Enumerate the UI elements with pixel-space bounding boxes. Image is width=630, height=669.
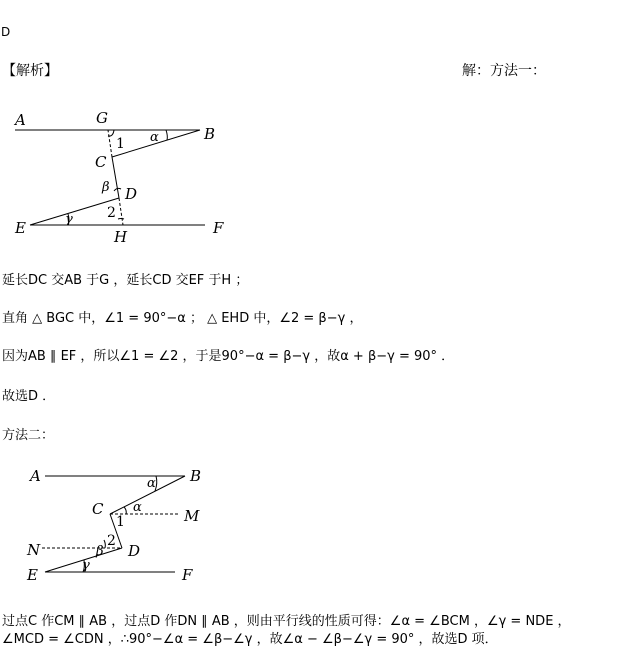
label-B: B — [204, 125, 216, 143]
label-E: E — [27, 566, 38, 584]
label-F: F — [182, 566, 193, 584]
geometry-figure-2 — [0, 460, 230, 585]
method-two-heading: 方法二： — [2, 428, 55, 443]
label-alpha: α — [150, 130, 159, 145]
label-H: H — [114, 228, 128, 246]
label-gamma: γ — [82, 558, 90, 573]
label-F: F — [213, 219, 224, 237]
label-beta: β — [96, 544, 104, 559]
label-D: D — [128, 542, 141, 560]
method-one-line-1: 延长DC 交AB 于G ，延长CD 交EF 于H ； — [2, 273, 249, 288]
conclusion-line-2: ∠MCD = ∠CDN ，∴90°−∠α = ∠β−∠γ ，故∠α − ∠β−∠γ = 90° ，故选D 项． — [2, 632, 498, 647]
label-M: M — [184, 507, 200, 525]
geometry-figure-1 — [0, 105, 250, 245]
label-E: E — [15, 219, 26, 237]
label-B: B — [190, 467, 202, 485]
label-alpha-top: α — [147, 476, 156, 491]
label-C: C — [95, 153, 107, 171]
label-D: D — [125, 185, 138, 203]
label-C: C — [92, 500, 104, 518]
label-2: 2 — [107, 533, 116, 549]
label-1: 1 — [116, 514, 125, 530]
label-A: A — [15, 111, 26, 129]
conclusion-line-1: 过点C 作CM ∥ AB ，过点D 作DN ∥ AB ，则由平行线的性质可得：∠α = ∠BCM ，∠γ = NDE ， — [2, 614, 571, 629]
label-2: 2 — [107, 205, 116, 221]
method-one-line-3: 因为AB ∥ EF ，所以∠1 = ∠2 ，于是90°−α = β−γ ，故α + β−γ = 90° ． — [2, 349, 455, 364]
label-N: N — [27, 541, 41, 559]
method-one-line-4: 故选D ． — [2, 389, 56, 404]
label-G: G — [96, 109, 108, 127]
method-one-line-2: 直角 △ BGC 中，∠1 = 90°−α ； △ EHD 中，∠2 = β−γ ， — [2, 311, 363, 326]
answer-letter: D — [1, 25, 11, 39]
analysis-heading: 【解析】 — [2, 63, 58, 79]
label-A: A — [30, 467, 41, 485]
label-alpha-mid: α — [133, 500, 142, 515]
label-1: 1 — [116, 136, 125, 152]
label-gamma: γ — [65, 212, 73, 227]
method-one-heading: 解：方法一： — [462, 63, 546, 79]
label-beta: β — [102, 180, 110, 195]
